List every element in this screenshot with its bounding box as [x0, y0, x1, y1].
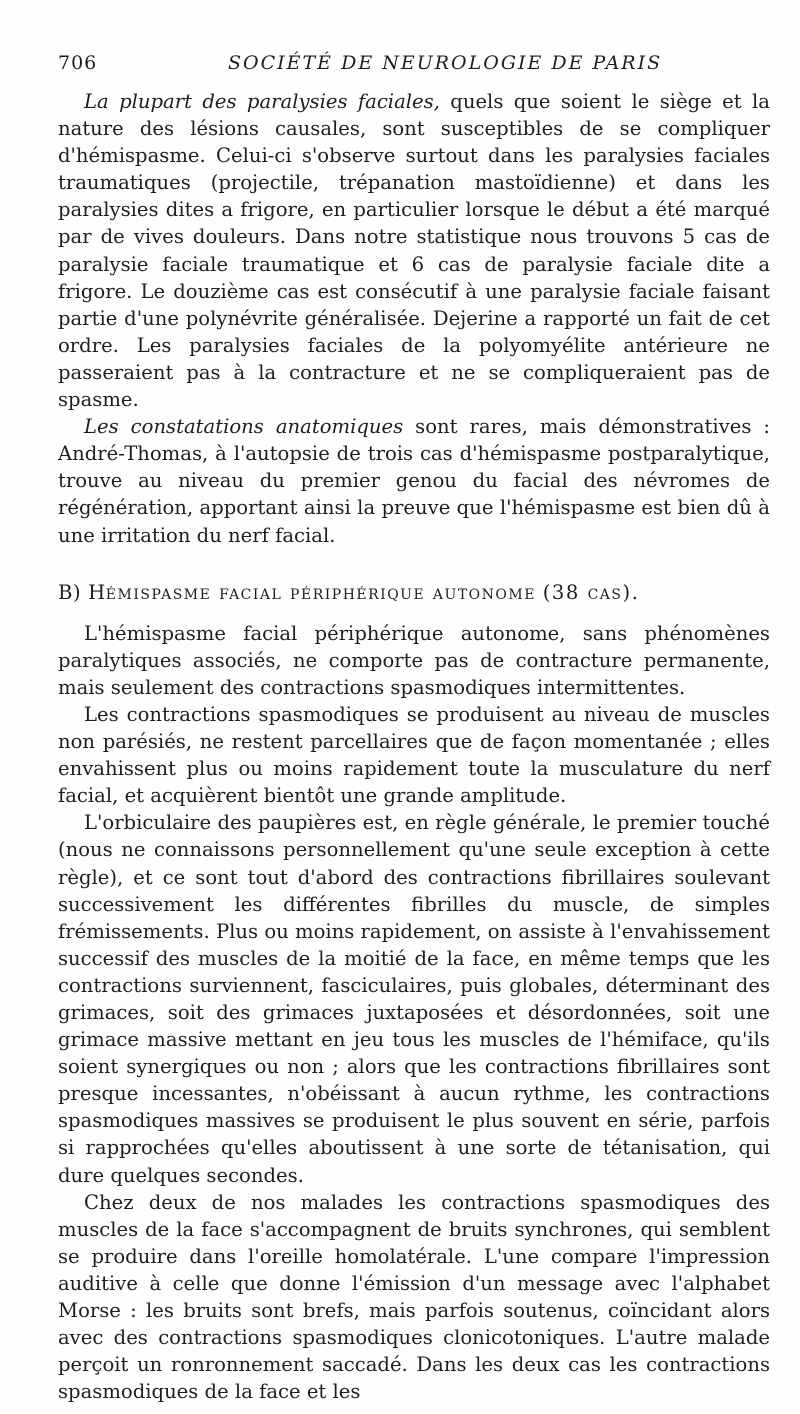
section-count: (38 cas). — [542, 580, 640, 604]
section-title-initial: H — [88, 580, 106, 604]
paragraph-lead: La plupart des paralysies faciales, — [84, 90, 440, 113]
running-title: SOCIÉTÉ DE NEUROLOGIE DE PARIS — [228, 52, 663, 74]
section-heading — [58, 579, 770, 606]
section-paragraph: Chez deux de nos malades les contractions spasmodiques des muscles de la face s'accompagnent de bruits synchrones, qui semblent se produire dans l'oreille homolatérale. L'une compare l'impression auditive à celle que donne l'émission d'un message avec l'alphabet Morse : les bruits sont brefs, mais parfois soutenus, coïncidant alors avec des contractions spasmodiques clonicotoniques. L'autre malade perçoit un ronronnement saccadé. Dans les deux cas les contractions spasmodiques de la face et les — [58, 1190, 770, 1404]
page-header — [58, 52, 760, 78]
section-paragraph: Les contractions spasmodiques se produisent au niveau de muscles non parésiés, ne restent parcellaires que de façon momentanée ; elles envahissent plus ou moins rapidement toute la musculature du nerf facial, et acquièrent bientôt une grande amplitude. — [58, 702, 770, 808]
body-text — [58, 88, 770, 1405]
paragraph-lead: Les constatations anatomiques — [84, 415, 404, 439]
paragraph-text: quels que soient le siège et la nature des lésions causales, sont susceptibles de se compliquer d'hémispasme. Celui-ci s'observe surtout dans les paralysies faciales traumatiques (projectile, trépanation mastoïdienne) et dans les paralysies dites a frigore, en particulier lorsque le début a été marqué par de vives douleurs. Dans notre statistique nous trouvons 5 cas de paralysie faciale traumatique et 6 cas de paralysie faciale dite a frigore. Le douzième cas est consécutif à une paralysie faciale faisant partie d'une polynévrite généralisée. Dejerine a rapporté un fait de cet ordre. Les paralysies faciales de la polyomyélite antérieure ne passeraient pas à la contracture et ne se compliqueraient pas de spasme. — [58, 90, 770, 412]
paragraph-paralysies-faciales — [58, 88, 770, 413]
section-paragraph: L'hémispasme facial périphérique autonome, sans phénomènes paralytiques associés, ne comporte pas de contracture permanente, mais seulement des contractions spasmodiques intermittentes. — [58, 621, 770, 699]
section-title: émispasme facial périphérique autonome — [105, 580, 536, 604]
paragraph-text: sont rares, mais démonstratives : André-Thomas, à l'autopsie de trois cas d'hémispasme postparalytique, trouve au niveau du premier genou du facial des névromes de régénération, apportant ainsi la preuve que l'hémispasme est bien dû à une irritation du nerf facial. — [58, 415, 770, 547]
section-paragraph: L'orbiculaire des paupières est, en règle générale, le premier touché (nous ne connaissons personnellement qu'une seule exception à cette règle), et ce sont tout d'abord des contractions fibrillaires soulevant successivement les différentes fibrilles du muscle, de simples frémissements. Plus ou moins rapidement, on assiste à l'envahissement successif des muscles de la moitié de la face, en même temps que les contractions surviennent, fasciculaires, puis globales, déterminant des grimaces, soit des grimaces juxtaposées et désordonnées, soit une grimace massive mettant en jeu tous les muscles de l'hémiface, qu'ils soient synergiques ou non ; alors que les contractions fibrillaires sont presque incessantes, n'obéissant à aucun rythme, les contractions spasmodiques massives se produisent le plus souvent en série, parfois si rapprochées qu'elles aboutissent à une sorte de tétanisation, qui dure quelques secondes. — [58, 811, 770, 1187]
paragraph-constatations — [58, 413, 770, 548]
section-prefix: B) — [58, 580, 82, 604]
page-number: 706 — [58, 52, 98, 74]
